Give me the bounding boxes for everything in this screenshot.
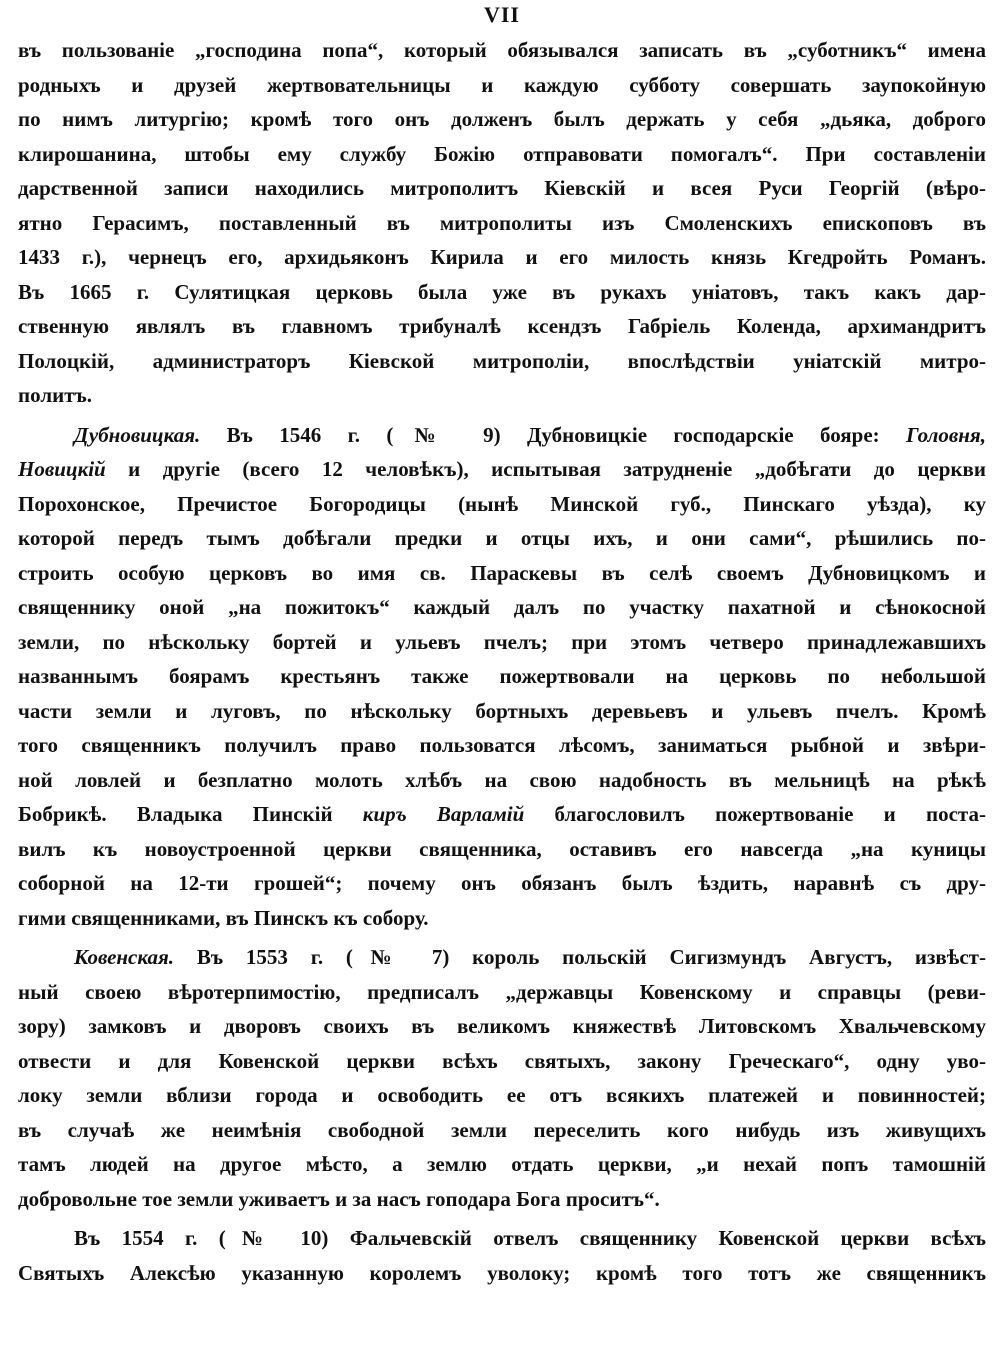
text-line [18, 102, 986, 137]
text-segment: Полоцкій, администраторъ Кіевской митрополіи, впослѣдствіи уніатскій митро- [18, 348, 986, 373]
text-segment: Въ 1546 г. (№ 9) Дубновицкіе господарскіе бояре: [200, 422, 907, 447]
text-segment: дарственной записи находились митрополитъ Кіевскій и всея Руси Георгій (вѣро- [18, 176, 986, 200]
text-segment: клирошанина, штобы ему службу Божію отправовати помогалъ“. При составленіи [18, 141, 986, 166]
text-segment: строить особую церковъ во имя св. Параскевы въ селѣ своемъ Дубновицкомъ и [18, 560, 986, 585]
text-segment: части земли и луговъ, по нѣскольку бортныхъ деревьевъ и ульевъ пчелъ. Кромѣ [18, 698, 986, 723]
text-line [18, 659, 986, 694]
text-line [18, 1113, 986, 1148]
text-segment: Святыхъ Алексѣю указанную королемъ уволоку; кромѣ того тотъ же священникъ [18, 1260, 986, 1285]
text-segment: родныхъ и друзей жертвовательницы и каждую субботу совершать заупокойную [18, 72, 986, 97]
text-line [18, 309, 986, 344]
italic-term: Ковенская. [74, 945, 175, 969]
text-line [18, 940, 986, 975]
text-segment: благословилъ пожертвованіе и поста- [524, 802, 986, 826]
text-line [18, 728, 986, 763]
text-segment: въ случаѣ же неимѣнія свободной земли переселить кого нибудь изъ живущихъ [18, 1117, 986, 1142]
text-line [18, 797, 986, 832]
text-segment: политъ. [18, 383, 93, 407]
text-segment: Въ 1665 г. Сулятицкая церковь была уже въ рукахъ уніатовъ, такъ какъ дар- [18, 279, 986, 304]
text-line [18, 521, 986, 556]
text-line [18, 832, 986, 867]
text-line [18, 378, 986, 413]
text-segment: гими священниками, въ Пинскъ къ собору. [18, 905, 429, 930]
text-line [18, 487, 986, 522]
text-segment: ной ловлей и безплатно молоть хлѣбъ на свою надобность въ мельницѣ на рѣкѣ [18, 767, 986, 792]
text-segment: которой передъ тымъ добѣгали предки и отцы ихъ, и они сами“, рѣшились по- [18, 526, 986, 550]
text-line [18, 625, 986, 660]
paragraph [18, 940, 986, 1216]
text-segment: того священникъ получилъ право пользоватся лѣсомъ, заниматься рыбной и звѣри- [18, 733, 986, 757]
paragraph [18, 1221, 986, 1290]
text-segment: священнику оной „на пожитокъ“ каждый далъ по участку пахатной и сѣнокосной [18, 595, 986, 619]
text-segment: названнымъ боярамъ крестьянъ также пожертвовали на церковь по небольшой [18, 664, 986, 688]
text-line [18, 866, 986, 901]
italic-term: Новицкій [18, 457, 106, 481]
text-line [18, 694, 986, 729]
text-segment: ственную являлъ въ главномъ трибуналѣ ксендзъ Габріель Коленда, архимандритъ [18, 314, 986, 338]
text-segment: отвести и для Ковенской церкви всѣхъ святыхъ, закону Греческаго“, одну уво- [18, 1048, 986, 1073]
text-segment: Порохонское, Пречистое Богородицы (нынѣ Минской губ., Пинскаго уѣзда), ку [18, 491, 986, 516]
text-line [18, 418, 986, 453]
text-segment: ный своею вѣротерпимостію, предписалъ „державцы Ковенскому и справцы (реви- [18, 979, 986, 1004]
text-line [18, 171, 986, 206]
text-line [18, 763, 986, 798]
text-line [18, 1044, 986, 1079]
text-segment: добровольне тое земли уживаетъ и за насъ гоподара Бога проситъ“. [18, 1186, 660, 1211]
text-line [18, 1147, 986, 1182]
text-segment: соборной на 12-ти грошей“; почему онъ обязанъ былъ ѣздить, наравнѣ съ дру- [18, 871, 986, 895]
text-line [18, 901, 986, 936]
text-segment: 1433 г.), чернецъ его, архидьяконъ Кирила и его милость князь Кгедройть Романъ. [18, 245, 986, 269]
text-line [18, 1256, 986, 1291]
text-segment: Въ 1554 г. (№ 10) Фальчевскій отвелъ священнику Ковенской церкви всѣхъ [74, 1226, 986, 1250]
text-line [18, 137, 986, 172]
document-body [18, 33, 986, 1295]
text-segment: локу земли вблизи города и освободить ее отъ всякихъ платежей и повинностей; [18, 1083, 986, 1107]
paragraph [18, 33, 986, 413]
text-segment: вилъ къ новоустроенной церкви священника, оставивъ его навсегда „на куницы [18, 836, 986, 861]
text-segment: ятно Герасимъ, поставленный въ митрополиты изъ Смоленскихъ епископовъ въ [18, 210, 986, 235]
text-segment: тамъ людей на другое мѣсто, а землю отдать церкви, „и нехай попъ тамошній [18, 1152, 986, 1176]
text-line [18, 275, 986, 310]
text-segment: зору) замковъ и дворовъ своихъ въ великомъ княжествѣ Литовскомъ Хвальчевскому [18, 1014, 986, 1038]
text-line [18, 1182, 986, 1217]
text-segment: земли, по нѣскольку бортей и ульевъ пчелъ; при этомъ четверо принадлежавшихъ [18, 629, 986, 654]
text-line [18, 590, 986, 625]
paragraph [18, 418, 986, 936]
text-line [18, 556, 986, 591]
text-line [18, 975, 986, 1010]
text-segment: по нимъ литургію; кромѣ того онъ долженъ былъ держать у себя „дьяка, доброго [18, 107, 986, 131]
page-number: VII [483, 2, 520, 27]
text-line [18, 1221, 986, 1256]
text-line [18, 33, 986, 68]
text-line [18, 344, 986, 379]
text-line [18, 206, 986, 241]
text-line [18, 1078, 986, 1113]
text-line [18, 68, 986, 103]
text-line [18, 452, 986, 487]
italic-term: Головня, [906, 422, 986, 447]
text-segment: въ пользованіе „господина попа“, который обязывался записать въ „суботникъ“ имена [18, 38, 986, 62]
text-segment: Бобрикѣ. Владыка Пинскій [18, 802, 363, 826]
text-segment: Въ 1553 г. (№ 7) король польскій Сигизмундъ Августъ, извѣст- [174, 945, 986, 969]
text-line [18, 1009, 986, 1044]
text-segment: и другіе (всего 12 человѣкъ), испытывая затрудненіе „добѣгати до церкви [105, 457, 986, 481]
italic-term: Дубновицкая. [74, 422, 201, 447]
italic-term: киръ Варламій [362, 802, 525, 826]
text-line [18, 240, 986, 275]
